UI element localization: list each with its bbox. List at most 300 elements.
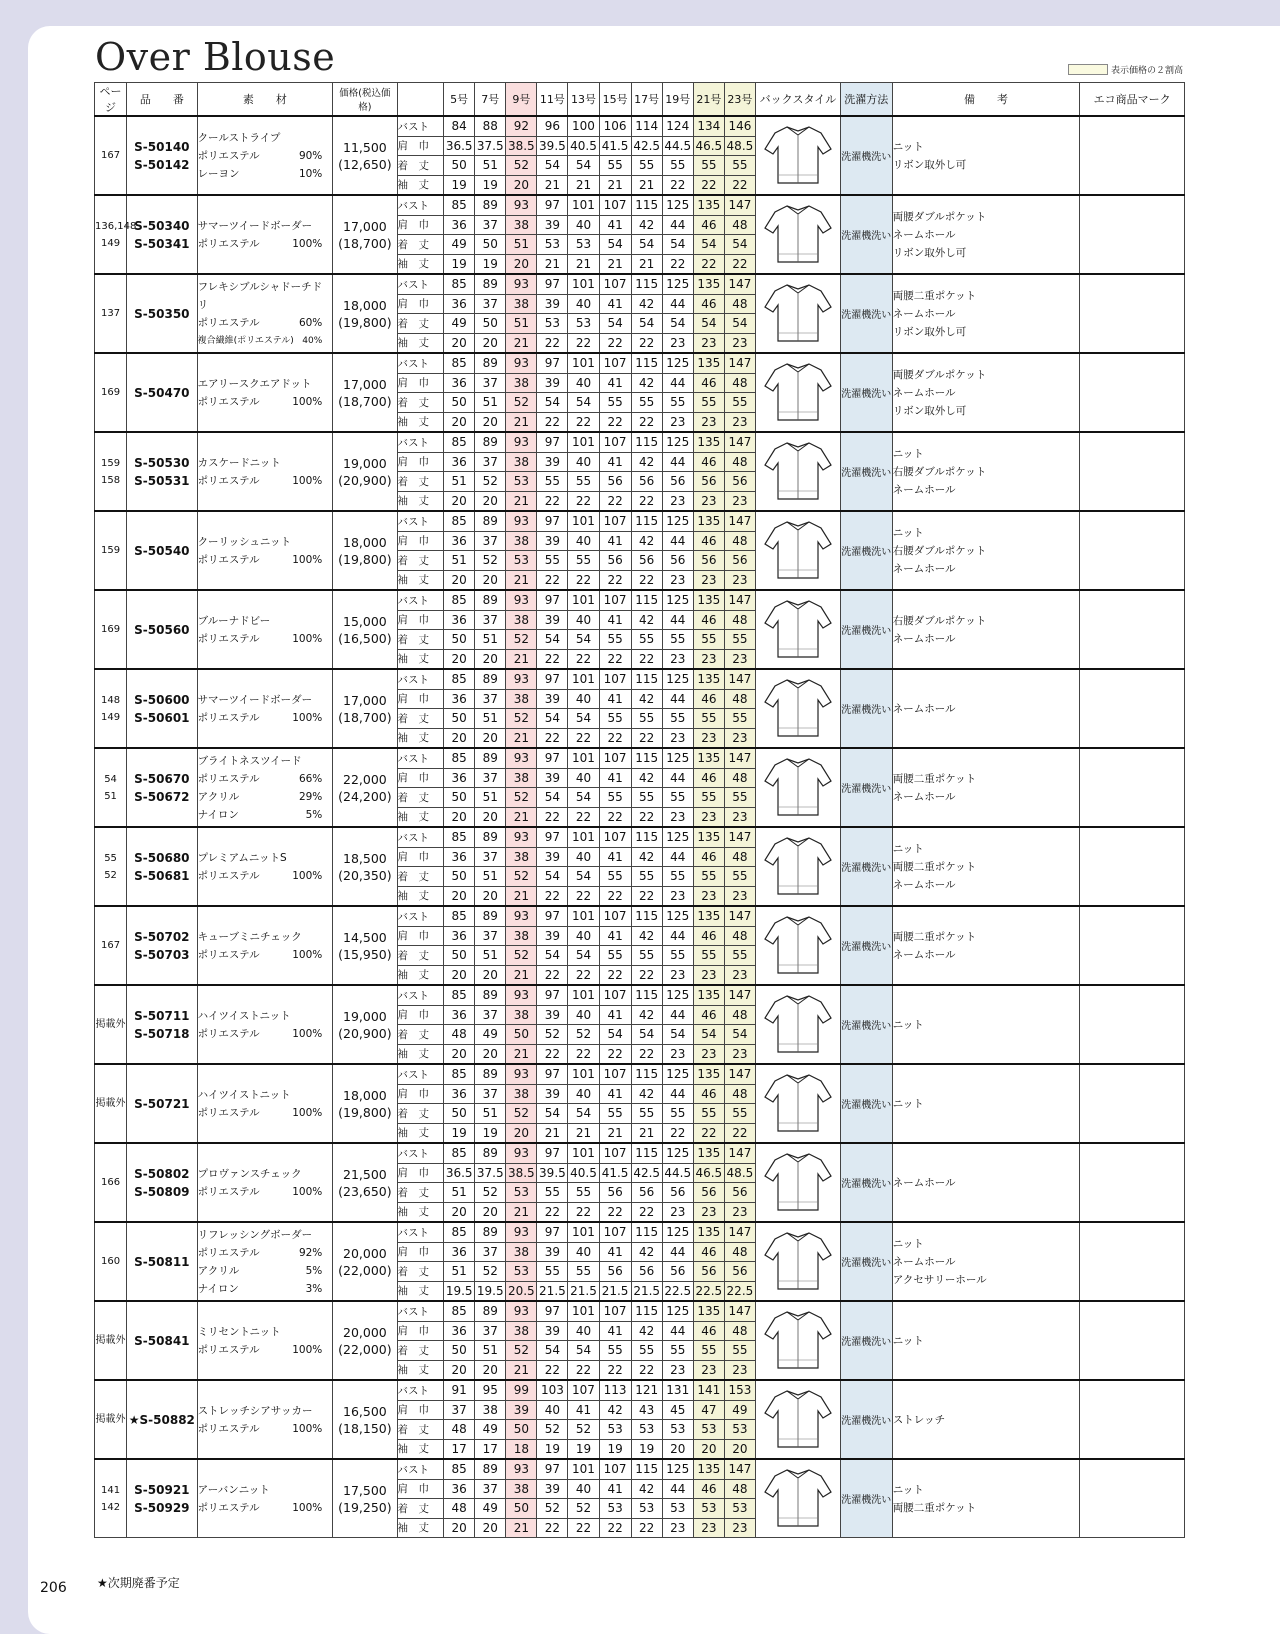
size-value: 23 bbox=[662, 807, 693, 827]
size-value: 54 bbox=[599, 314, 631, 334]
size-value: 97 bbox=[537, 985, 568, 1005]
size-value: 22 bbox=[537, 1202, 568, 1222]
product-price-cell bbox=[333, 1301, 397, 1380]
product-note: 両腰二重ポケット bbox=[892, 930, 977, 943]
material-line bbox=[198, 1007, 333, 1025]
size-value: 54 bbox=[537, 156, 568, 176]
size-value: 97 bbox=[537, 195, 568, 215]
product-price-cell bbox=[333, 1222, 397, 1301]
size-value: 56 bbox=[599, 1262, 631, 1282]
size-value: 20 bbox=[475, 333, 506, 353]
product-material-cell bbox=[197, 590, 333, 669]
size-value: 38 bbox=[506, 768, 537, 788]
size-value: 19 bbox=[537, 1439, 568, 1459]
material-name: サマーツイードボーダー bbox=[197, 693, 313, 706]
size-value: 37 bbox=[475, 1321, 506, 1341]
size-value: 44 bbox=[662, 768, 693, 788]
product-page-cell bbox=[95, 669, 127, 748]
eco-mark-cell bbox=[1080, 985, 1185, 1064]
size-value: 21 bbox=[506, 728, 537, 748]
material-name: ポリエステル bbox=[197, 948, 260, 961]
size-value: 55 bbox=[724, 867, 755, 887]
product-tax-price: (18,700) bbox=[338, 709, 392, 725]
blouse-back-icon bbox=[763, 518, 833, 584]
size-value: 46 bbox=[693, 847, 724, 867]
size-value: 55 bbox=[568, 1262, 599, 1282]
size-value: 55 bbox=[693, 1104, 724, 1124]
size-value: 147 bbox=[724, 1064, 755, 1084]
size-value: 55 bbox=[631, 946, 662, 966]
material-line bbox=[198, 393, 333, 411]
size-value: 37 bbox=[475, 215, 506, 235]
size-value: 21 bbox=[506, 491, 537, 511]
size-value: 44 bbox=[662, 531, 693, 551]
product-tax-price: (19,800) bbox=[338, 1104, 392, 1120]
size-value: 22 bbox=[537, 333, 568, 353]
blouse-back-icon bbox=[763, 1308, 833, 1374]
product-page-cell bbox=[95, 1459, 127, 1538]
size-value: 48 bbox=[444, 1420, 475, 1440]
size-value: 36 bbox=[444, 452, 475, 472]
product-tax-price: (20,900) bbox=[338, 1025, 392, 1041]
product-code: S-50841 bbox=[134, 1333, 190, 1348]
blouse-back-icon bbox=[763, 913, 833, 979]
size-row-label: 肩 巾 bbox=[397, 294, 444, 314]
material-percent: 100% bbox=[292, 948, 323, 961]
size-value: 99 bbox=[506, 1380, 537, 1400]
size-value: 42.5 bbox=[631, 1163, 662, 1183]
size-row-label: 着 丈 bbox=[397, 393, 444, 413]
material-name: ポリエステル bbox=[197, 1343, 260, 1356]
size-value: 54 bbox=[537, 393, 568, 413]
product-price-cell bbox=[333, 985, 397, 1064]
product-price-cell bbox=[333, 116, 397, 195]
size-value: 47 bbox=[693, 1400, 724, 1420]
size-value: 97 bbox=[537, 669, 568, 689]
size-row-label: 着 丈 bbox=[397, 1420, 444, 1440]
size-value: 115 bbox=[631, 669, 662, 689]
eco-mark-cell bbox=[1080, 1064, 1185, 1143]
material-line bbox=[198, 1402, 333, 1420]
size-value: 135 bbox=[693, 1301, 724, 1321]
size-value: 22 bbox=[537, 412, 568, 432]
size-value: 48 bbox=[724, 768, 755, 788]
material-line bbox=[198, 806, 333, 824]
size-value: 53 bbox=[568, 314, 599, 334]
size-row-label: 着 丈 bbox=[397, 1183, 444, 1203]
size-value: 38 bbox=[506, 610, 537, 630]
product-tax-price: (19,800) bbox=[338, 314, 392, 330]
page-number: 206 bbox=[40, 1580, 67, 1596]
size-row-label: 着 丈 bbox=[397, 946, 444, 966]
size-value: 49 bbox=[724, 1400, 755, 1420]
back-style-cell bbox=[755, 1301, 840, 1380]
size-value: 54 bbox=[724, 235, 755, 255]
product-price-cell bbox=[333, 906, 397, 985]
product-page: 167 bbox=[101, 940, 121, 951]
size-value: 53 bbox=[631, 1420, 662, 1440]
size-value: 23 bbox=[693, 1044, 724, 1064]
size-value: 50 bbox=[475, 235, 506, 255]
size-value: 19 bbox=[568, 1439, 599, 1459]
header-material: 素 材 bbox=[197, 83, 333, 117]
product-tax-price: (19,250) bbox=[338, 1499, 392, 1515]
size-row-label: 着 丈 bbox=[397, 630, 444, 650]
size-value: 42 bbox=[631, 531, 662, 551]
size-value: 147 bbox=[724, 1301, 755, 1321]
material-line bbox=[198, 472, 333, 490]
size-value: 89 bbox=[475, 274, 506, 294]
size-value: 42 bbox=[631, 847, 662, 867]
product-tax-price: (16,500) bbox=[338, 630, 392, 646]
size-row-label: バスト bbox=[397, 1380, 444, 1400]
size-value: 22 bbox=[599, 1360, 631, 1380]
size-value: 39 bbox=[506, 1400, 537, 1420]
size-value: 107 bbox=[599, 432, 631, 452]
size-value: 37 bbox=[444, 1400, 475, 1420]
size-value: 54 bbox=[537, 630, 568, 650]
size-row bbox=[95, 1459, 1185, 1479]
size-row-label: 肩 巾 bbox=[397, 1321, 444, 1341]
material-name: フレキシブルシャドーチドリ bbox=[197, 280, 323, 311]
material-name: ポリエステル bbox=[197, 711, 260, 724]
size-value: 42 bbox=[599, 1400, 631, 1420]
size-value: 55 bbox=[693, 946, 724, 966]
size-value: 41 bbox=[599, 373, 631, 393]
blouse-back-icon bbox=[763, 834, 833, 900]
size-value: 36 bbox=[444, 689, 475, 709]
size-value: 22 bbox=[537, 728, 568, 748]
size-value: 153 bbox=[724, 1380, 755, 1400]
size-value: 85 bbox=[444, 274, 475, 294]
size-value: 23 bbox=[693, 570, 724, 590]
size-value: 17 bbox=[475, 1439, 506, 1459]
product-code-cell bbox=[127, 590, 197, 669]
size-value: 147 bbox=[724, 1143, 755, 1163]
product-notes-cell bbox=[892, 748, 1080, 827]
product-page-cell bbox=[95, 195, 137, 274]
size-row-label: 着 丈 bbox=[397, 472, 444, 492]
size-value: 23 bbox=[693, 649, 724, 669]
product-page: 142 bbox=[101, 1501, 121, 1513]
size-value: 23 bbox=[693, 728, 724, 748]
blouse-back-icon bbox=[763, 755, 833, 821]
material-percent: 5% bbox=[305, 1264, 323, 1277]
size-value: 41 bbox=[599, 215, 631, 235]
product-material-cell bbox=[197, 353, 333, 432]
size-value: 23 bbox=[662, 570, 693, 590]
product-note: 右腰ダブルポケット bbox=[892, 465, 987, 478]
size-value: 107 bbox=[599, 511, 631, 531]
size-value: 40 bbox=[568, 294, 599, 314]
size-value: 51 bbox=[506, 314, 537, 334]
wash-method: 洗濯機洗い bbox=[840, 590, 892, 669]
material-line bbox=[198, 551, 333, 569]
header-size: 5号 bbox=[444, 83, 475, 117]
product-notes-cell bbox=[892, 1143, 1080, 1222]
product-code-cell bbox=[127, 432, 197, 511]
size-value: 39 bbox=[537, 1321, 568, 1341]
size-value: 54 bbox=[537, 1341, 568, 1361]
product-note: 右腰ダブルポケット bbox=[892, 544, 987, 557]
size-value: 22 bbox=[599, 886, 631, 906]
wash-method: 洗濯機洗い bbox=[840, 669, 892, 748]
product-code: S-50802 bbox=[134, 1166, 190, 1181]
size-value: 55 bbox=[693, 788, 724, 808]
size-value: 55 bbox=[693, 867, 724, 887]
size-value: 36 bbox=[444, 1242, 475, 1262]
size-value: 147 bbox=[724, 669, 755, 689]
back-style-cell bbox=[755, 906, 840, 985]
product-notes-cell bbox=[892, 195, 1080, 274]
size-value: 52 bbox=[506, 393, 537, 413]
material-line bbox=[198, 849, 333, 867]
size-value: 121 bbox=[631, 1380, 662, 1400]
size-value: 53 bbox=[568, 235, 599, 255]
material-line bbox=[198, 1341, 333, 1359]
size-value: 49 bbox=[444, 314, 475, 334]
size-value: 22 bbox=[693, 1123, 724, 1143]
size-value: 147 bbox=[724, 195, 755, 215]
material-name: ナイロン bbox=[197, 808, 239, 821]
size-value: 85 bbox=[444, 748, 475, 768]
size-value: 22 bbox=[568, 649, 599, 669]
size-value: 23 bbox=[724, 649, 755, 669]
page-title: Over Blouse bbox=[95, 35, 336, 79]
size-value: 39 bbox=[537, 215, 568, 235]
size-value: 42 bbox=[631, 1242, 662, 1262]
size-value: 41 bbox=[599, 768, 631, 788]
product-price-cell bbox=[333, 590, 397, 669]
size-value: 21 bbox=[631, 254, 662, 274]
size-value: 51 bbox=[475, 709, 506, 729]
size-row bbox=[95, 590, 1185, 610]
size-value: 20 bbox=[693, 1439, 724, 1459]
size-row bbox=[95, 1222, 1185, 1242]
product-code: S-50350 bbox=[134, 306, 190, 321]
material-line bbox=[198, 332, 333, 350]
product-material-cell bbox=[197, 1222, 333, 1301]
size-value: 85 bbox=[444, 195, 475, 215]
size-value: 93 bbox=[506, 1459, 537, 1479]
size-value: 52 bbox=[568, 1025, 599, 1045]
product-tax-price: (23,650) bbox=[338, 1183, 392, 1199]
product-code-cell bbox=[127, 1301, 197, 1380]
product-notes-cell bbox=[892, 590, 1080, 669]
size-value: 23 bbox=[693, 965, 724, 985]
size-value: 97 bbox=[537, 1064, 568, 1084]
product-price-cell bbox=[333, 511, 397, 590]
size-value: 21 bbox=[599, 1123, 631, 1143]
size-value: 52 bbox=[475, 472, 506, 492]
size-value: 22 bbox=[599, 1044, 631, 1064]
size-value: 101 bbox=[568, 906, 599, 926]
material-line bbox=[198, 630, 333, 648]
product-code-cell bbox=[127, 1222, 197, 1301]
product-page: 136,148 bbox=[95, 220, 137, 232]
size-value: 49 bbox=[444, 235, 475, 255]
size-value: 85 bbox=[444, 1222, 475, 1242]
product-note: ストレッチ bbox=[892, 1413, 946, 1426]
material-percent: 100% bbox=[292, 1501, 323, 1514]
product-code: S-50921 bbox=[134, 1482, 190, 1497]
size-value: 141 bbox=[693, 1380, 724, 1400]
size-value: 40 bbox=[568, 1321, 599, 1341]
material-line bbox=[198, 946, 333, 964]
material-line bbox=[198, 1481, 333, 1499]
size-value: 56 bbox=[693, 472, 724, 492]
product-notes-cell bbox=[892, 827, 1080, 906]
size-value: 52 bbox=[506, 1104, 537, 1124]
header-back: バックスタイル bbox=[755, 83, 840, 117]
size-row-label: 着 丈 bbox=[397, 867, 444, 887]
size-value: 38 bbox=[506, 452, 537, 472]
size-value: 101 bbox=[568, 274, 599, 294]
size-value: 55 bbox=[662, 1341, 693, 1361]
size-value: 40 bbox=[568, 373, 599, 393]
size-value: 55 bbox=[662, 156, 693, 176]
size-value: 20 bbox=[475, 1044, 506, 1064]
size-value: 22 bbox=[568, 1518, 599, 1538]
size-value: 36 bbox=[444, 1005, 475, 1025]
size-value: 55 bbox=[599, 946, 631, 966]
size-value: 53 bbox=[599, 1499, 631, 1519]
size-row-label: バスト bbox=[397, 590, 444, 610]
size-value: 89 bbox=[475, 353, 506, 373]
product-tax-price: (24,200) bbox=[338, 788, 392, 804]
size-value: 40 bbox=[568, 847, 599, 867]
size-value: 55 bbox=[662, 1104, 693, 1124]
material-line bbox=[198, 1165, 333, 1183]
size-value: 115 bbox=[631, 906, 662, 926]
size-value: 21.5 bbox=[631, 1281, 662, 1301]
size-row bbox=[95, 195, 1185, 215]
size-value: 52 bbox=[506, 946, 537, 966]
material-line bbox=[198, 1499, 333, 1517]
size-value: 20 bbox=[475, 1360, 506, 1380]
size-value: 37 bbox=[475, 452, 506, 472]
size-value: 125 bbox=[662, 432, 693, 452]
blouse-back-icon bbox=[763, 360, 833, 426]
size-value: 135 bbox=[693, 432, 724, 452]
size-row-label: 袖 丈 bbox=[397, 175, 444, 195]
product-material-cell bbox=[197, 195, 333, 274]
size-row-label: 袖 丈 bbox=[397, 333, 444, 353]
size-value: 22 bbox=[599, 333, 631, 353]
product-price: 17,000 bbox=[343, 376, 387, 392]
size-value: 55 bbox=[537, 551, 568, 571]
size-value: 22 bbox=[568, 491, 599, 511]
header-size: 11号 bbox=[537, 83, 568, 117]
size-value: 37 bbox=[475, 1479, 506, 1499]
size-value: 54 bbox=[568, 393, 599, 413]
size-value: 22 bbox=[631, 491, 662, 511]
size-value: 93 bbox=[506, 906, 537, 926]
size-value: 22 bbox=[537, 965, 568, 985]
size-value: 22.5 bbox=[693, 1281, 724, 1301]
size-value: 46.5 bbox=[693, 1163, 724, 1183]
product-page-cell bbox=[95, 1301, 127, 1380]
size-row-label: バスト bbox=[397, 1301, 444, 1321]
size-value: 56 bbox=[631, 551, 662, 571]
size-value: 55 bbox=[599, 867, 631, 887]
size-value: 38 bbox=[506, 1321, 537, 1341]
size-value: 38 bbox=[506, 1479, 537, 1499]
size-value: 21.5 bbox=[599, 1281, 631, 1301]
product-code: S-50341 bbox=[134, 236, 190, 251]
size-value: 53 bbox=[537, 235, 568, 255]
size-value: 22 bbox=[599, 649, 631, 669]
size-value: 115 bbox=[631, 1143, 662, 1163]
product-page: 149 bbox=[101, 711, 121, 723]
size-value: 23 bbox=[693, 1518, 724, 1538]
product-page-cell bbox=[95, 116, 127, 195]
size-value: 51 bbox=[475, 946, 506, 966]
product-page: 169 bbox=[101, 624, 121, 635]
size-value: 107 bbox=[599, 590, 631, 610]
size-value: 55 bbox=[662, 393, 693, 413]
size-row bbox=[95, 748, 1185, 768]
size-value: 23 bbox=[693, 412, 724, 432]
product-note: ネームホール bbox=[892, 948, 956, 961]
size-value: 20 bbox=[444, 1360, 475, 1380]
size-value: 20 bbox=[444, 965, 475, 985]
size-value: 22 bbox=[631, 1360, 662, 1380]
wash-method: 洗濯機洗い bbox=[840, 906, 892, 985]
material-name: リフレッシングボーダー bbox=[197, 1228, 313, 1241]
size-value: 40 bbox=[568, 452, 599, 472]
size-value: 55 bbox=[693, 156, 724, 176]
product-note: リボン取外し可 bbox=[892, 246, 967, 259]
size-value: 135 bbox=[693, 669, 724, 689]
size-value: 56 bbox=[693, 1183, 724, 1203]
product-price-cell bbox=[333, 1064, 397, 1143]
size-value: 49 bbox=[475, 1025, 506, 1045]
size-value: 22 bbox=[631, 1518, 662, 1538]
size-value: 56 bbox=[599, 551, 631, 571]
size-value: 46 bbox=[693, 452, 724, 472]
size-value: 41 bbox=[599, 1242, 631, 1262]
size-value: 23 bbox=[693, 1360, 724, 1380]
size-value: 89 bbox=[475, 195, 506, 215]
size-value: 23 bbox=[724, 886, 755, 906]
size-value: 38 bbox=[506, 689, 537, 709]
material-name: ミリセントニット bbox=[197, 1325, 281, 1338]
material-name: ポリエステル bbox=[197, 1027, 260, 1040]
product-code-cell bbox=[127, 274, 197, 353]
material-name: ポリエステル bbox=[197, 1185, 260, 1198]
size-value: 23 bbox=[724, 1202, 755, 1222]
size-value: 135 bbox=[693, 748, 724, 768]
blouse-back-icon bbox=[763, 281, 833, 347]
size-value: 22 bbox=[631, 1044, 662, 1064]
material-percent: 100% bbox=[292, 869, 323, 882]
size-value: 38 bbox=[506, 215, 537, 235]
size-row bbox=[95, 432, 1185, 452]
size-value: 107 bbox=[599, 1222, 631, 1242]
product-code-cell bbox=[127, 748, 197, 827]
product-code: S-50560 bbox=[134, 622, 190, 637]
size-value: 56 bbox=[662, 1262, 693, 1282]
size-value: 85 bbox=[444, 1301, 475, 1321]
size-value: 52 bbox=[537, 1420, 568, 1440]
product-notes-cell bbox=[892, 669, 1080, 748]
size-row bbox=[95, 669, 1185, 689]
material-name: ポリエステル bbox=[197, 869, 260, 882]
back-style-cell bbox=[755, 116, 840, 195]
product-price: 22,000 bbox=[343, 771, 387, 787]
material-name: クーリッシュニット bbox=[197, 535, 292, 548]
